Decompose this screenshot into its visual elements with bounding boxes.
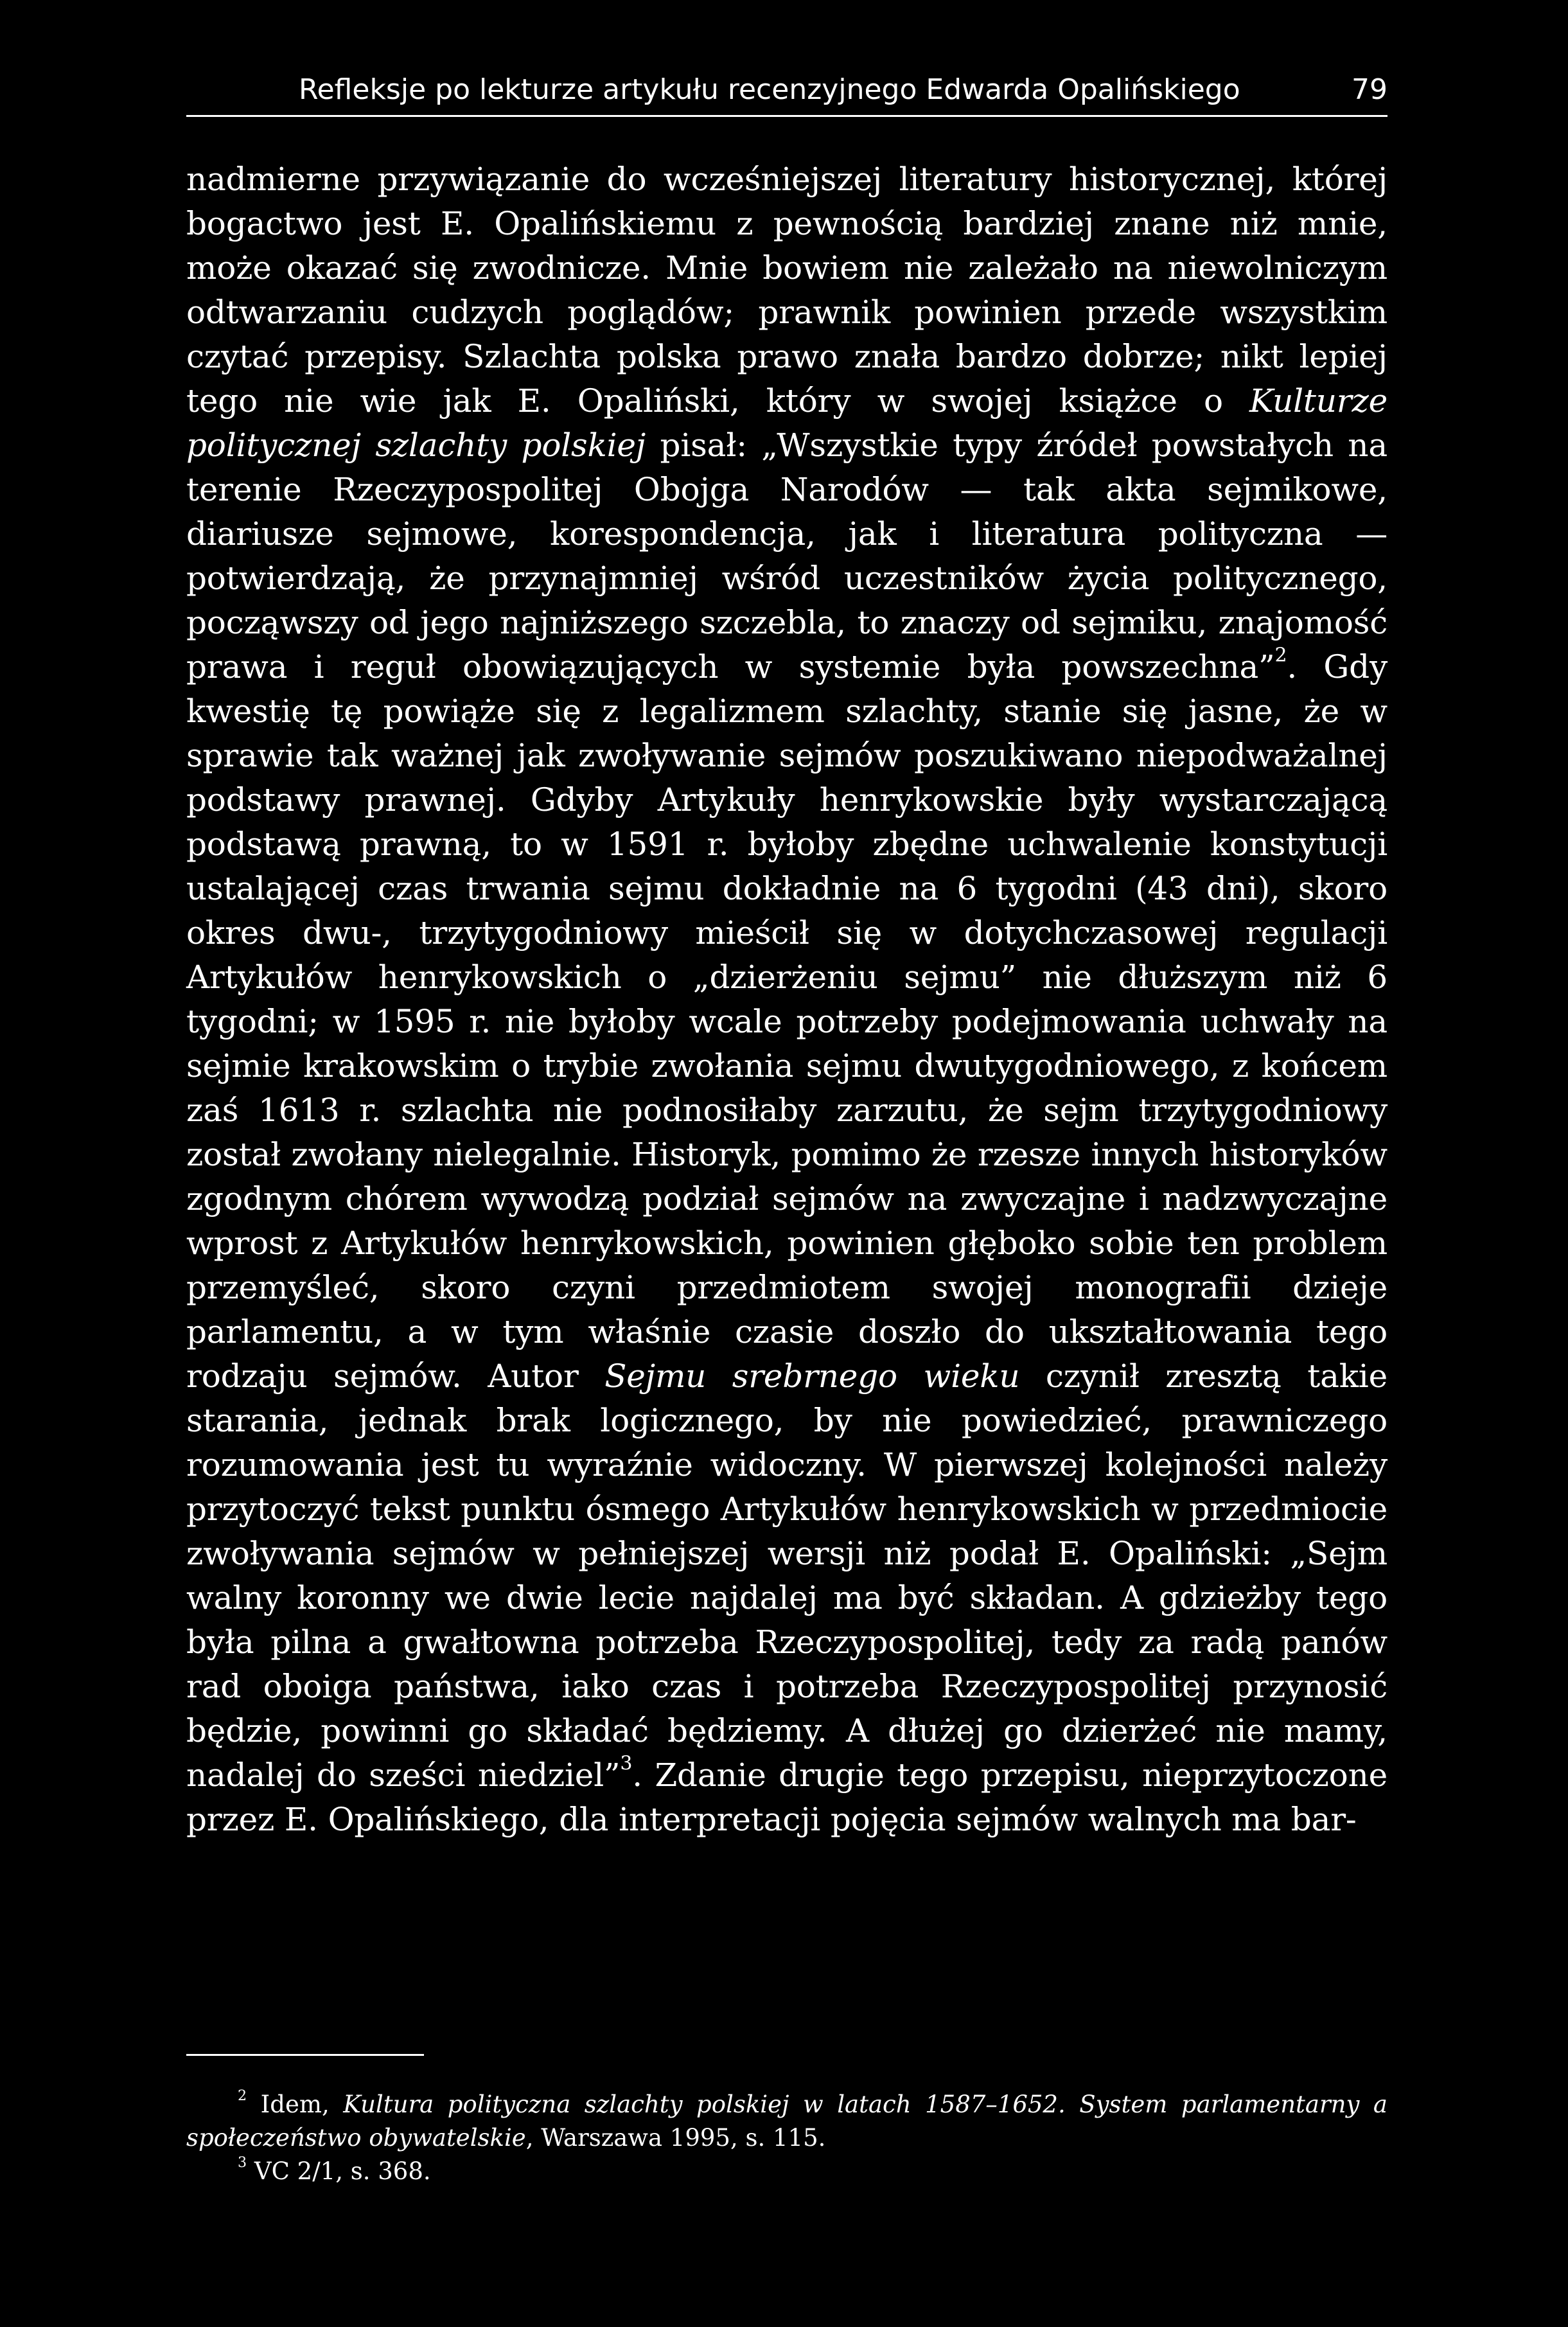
running-head [186,61,1387,119]
footnote-reference[interactable]: 3 [620,1752,633,1775]
footnote-text: VC 2/1, s. 368. [247,2157,431,2185]
body-text-segment: pisał: „Wszystkie typy źródeł powstałych na terenie Rzeczypospolitej Obojga Narodów — tak akta sejmikowe, diariusze sejmowe, korespondencja, jak i literatura polityczna — potwierdzają, że przynajmniej wśród uczestników życia politycznego, począwszy od jego najniższego szczebla, to znaczy od sejmiku, znajomość prawa i reguł obowiązujących w systemie była powszechna” [186,427,1387,686]
body-text-segment: . Gdy kwestię tę powiąże się z legalizmem szlachty, stanie się jasne, że w sprawie tak ważnej jak zwoływanie sejmów poszukiwano niepodważalnej podstawy prawnej. Gdyby Artykuły henrykowskie były wystarczającą podstawą prawną, to w 1591 r. byłoby zbędne uchwalenie konstytucji ustalającej czas trwania sejmu dokładnie na 6 tygodni (43 dni), skoro okres dwu-, trzytygodniowy mieścił się w dotychczasowej regulacji Artykułów henrykowskich o „dzierżeniu sejmu” nie dłuższym niż 6 tygodni; w 1595 r. nie byłoby wcale potrzeby podejmowania uchwały na sejmie krakowskim o trybie zwołania sejmu dwutygodniowego, z końcem zaś 1613 r. szlachta nie podnosiłaby zarzutu, że sejm trzytygodniowy został zwołany nielegalnie. Historyk, pomimo że rzesze innych historyków zgodnym chórem wywodzą podział sejmów na zwyczajne i nadzwyczajne wprost z Artykułów henrykowskich, powinien głęboko sobie ten problem przemyśleć, skoro czyni przedmiotem swojej monografii dzieje parlamentu, a w tym właśnie czasie doszło do ukształtowania tego rodzaju sejmów. Autor [186,648,1387,1395]
footnote-reference[interactable]: 2 [1274,644,1287,667]
footnote-marker: 2 [238,2087,247,2105]
book-title-italic: Sejmu srebrnego wieku [604,1358,1020,1395]
page-number: 79 [1352,73,1387,106]
body-text-segment: czynił zresztą takie starania, jednak brak logicznego, by nie powiedzieć, prawniczego rozumowania jest tu wyraźnie widoczny. W pierwszej kolejności należy przytoczyć tekst punktu ósmego Artykułów henrykowskich w przedmiocie zwoływania sejmów w pełniejszej wersji niż podał E. Opaliński: „Sejm walny koronny we dwie lecie najdalej ma być składan. A gdzieżby tego była pilna a gwałtowna potrzeba Rzeczypospolitej, tedy za radą panów rad oboiga państwa, iako czas i potrzeba Rzeczypospolitej przynosić będzie, powinni go składać będziemy. A dłużej go dzierżeć nie mamy, nadalej do sześci niedziel” [186,1358,1387,1794]
running-title: Refleksje po lekturze artykułu recenzyjnego Edwarda Opalińskiego [299,73,1240,106]
footnote-title-italic: Kultura polityczna szlachty polskiej w latach 1587–1652. System parlamentarny a społeczeństwo obywatelskie [186,2091,1387,2152]
footnote-2 [186,2088,1387,2155]
footnotes [186,2088,1387,2188]
body-text-segment: . Zdanie drugie tego przepisu, nieprzytoczone przez E. Opalińskiego, dla interpretacji pojęcia sejmów walnych ma bar- [186,1756,1387,1838]
footnote-text: Idem, [247,2091,344,2118]
footnote-separator [186,2054,424,2056]
body-paragraph [186,157,1387,1842]
footnote-text: , Warszawa 1995, s. 115. [525,2124,826,2152]
footnote-3 [186,2155,1387,2188]
body-text-segment: nadmierne przywiązanie do wcześniejszej literatury historycznej, której bogactwo jest E. Opalińskiemu z pewnością bardziej znane niż mnie, może okazać się zwodnicze. Mnie bowiem nie zależało na niewolniczym odtwarzaniu cudzych poglądów; prawnik powinien przede wszystkim czytać przepisy. Szlachta polska prawo znała bardzo dobrze; nikt lepiej tego nie wie jak E. Opaliński, który w swojej książce o [186,161,1387,420]
book-title-italic: Kulturze politycznej szlachty polskiej [186,382,1387,464]
header-rule [186,115,1387,117]
document-page [186,61,1387,2271]
footnote-marker: 3 [238,2154,247,2172]
